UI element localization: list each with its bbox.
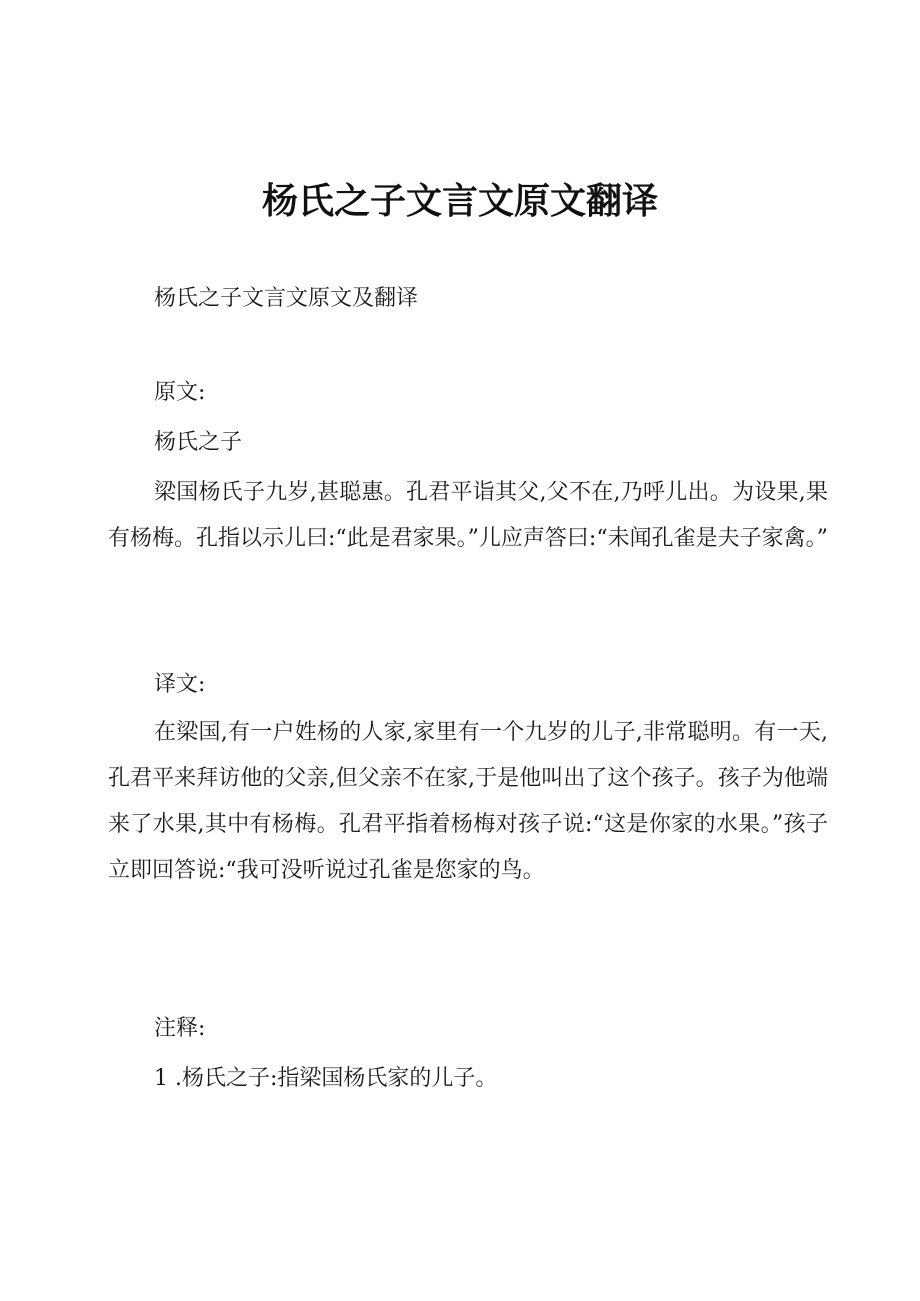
document-title: 杨氏之子文言文原文翻译 xyxy=(261,181,658,222)
note-item: 1 .杨氏之子:指梁国杨氏家的儿子。 xyxy=(154,1066,498,1091)
translation-label: 译文: xyxy=(154,672,206,697)
original-text: 梁国杨氏子九岁,甚聪惠。孔君平诣其父,父不在,乃呼儿出。为设果,果有杨梅。孔指以示儿曰:“此是君家果。”儿应声答曰:“未闻孔雀是夫子家禽。” xyxy=(108,480,828,551)
original-heading: 杨氏之子 xyxy=(154,430,243,455)
notes-label: 注释: xyxy=(154,1016,206,1041)
original-label: 原文: xyxy=(154,380,206,405)
translation-text: 在梁国,有一户姓杨的人家,家里有一个九岁的儿子,非常聪明。有一天,孔君平来拜访他的父亲,但父亲不在家,于是他叫出了这个孩子。孩子为他端来了水果,其中有杨梅。孔君平指着杨梅对孩子说:“这是你家的水果。”孩子立即回答说:“我可没听说过孔雀是您家的鸟。 xyxy=(108,720,828,883)
document-subtitle: 杨氏之子文言文原文及翻译 xyxy=(154,286,419,311)
